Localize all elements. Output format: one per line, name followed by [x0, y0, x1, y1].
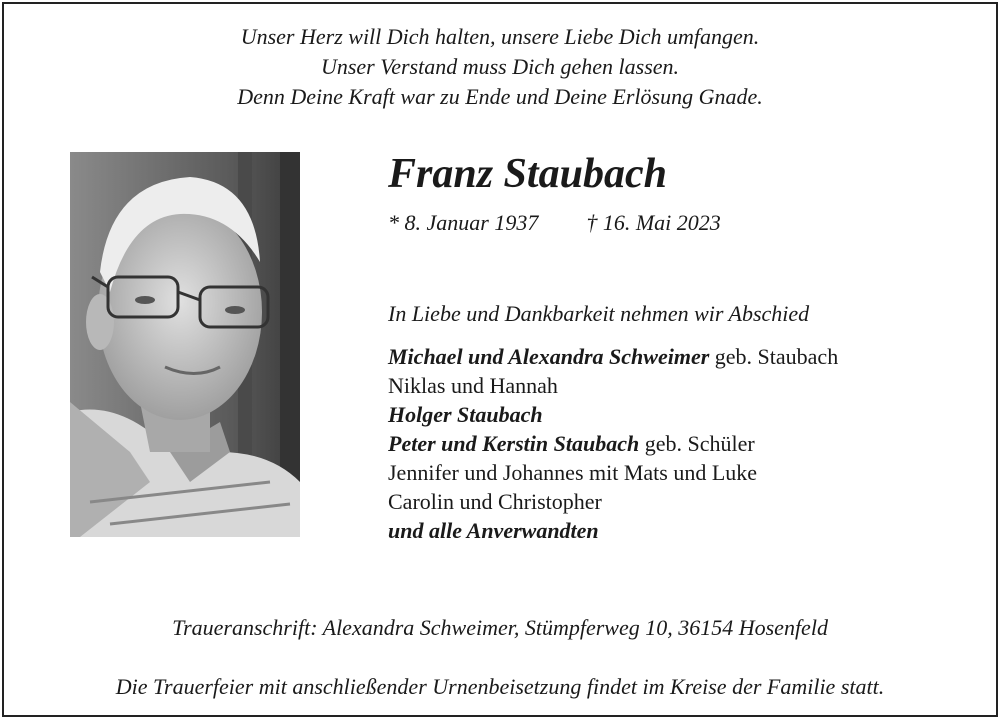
death-date: † 16. Mai 2023 [586, 210, 721, 235]
poem [0, 22, 1000, 112]
mourner-line [388, 400, 838, 429]
mourner-suffix: geb. Schüler [639, 431, 755, 456]
mourner-line [388, 371, 838, 400]
mourners-list [388, 342, 838, 545]
mourner-line [388, 342, 838, 371]
poem-line: Denn Deine Kraft war zu Ende und Deine Erlösung Gnade. [237, 84, 763, 109]
mourner-line [388, 516, 838, 545]
mourner-suffix: Niklas und Hannah [388, 373, 558, 398]
mourner-suffix: geb. Staubach [709, 344, 839, 369]
mourner-line [388, 458, 838, 487]
mourner-line [388, 487, 838, 516]
portrait-icon [70, 152, 300, 537]
mourner-suffix: Jennifer und Johannes mit Mats und Luke [388, 460, 758, 485]
ceremony-note: Die Trauerfeier mit anschließender Urnenbeisetzung findet im Kreise der Familie statt. [115, 674, 885, 699]
mourner-names: Michael und Alexandra Schweimer [388, 344, 710, 369]
deceased-name: Franz Staubach [388, 151, 667, 197]
mourner-names: Peter und Kerstin Staubach [388, 431, 640, 456]
birth-date: * 8. Januar 1937 [388, 210, 539, 235]
mourner-line [388, 429, 838, 458]
portrait-photo [70, 152, 300, 537]
life-dates [388, 210, 721, 236]
poem-line: Unser Verstand muss Dich gehen lassen. [320, 54, 680, 79]
mourning-address: Traueranschrift: Alexandra Schweimer, Stümpferweg 10, 36154 Hosenfeld [172, 615, 828, 640]
mourner-suffix: Carolin und Christopher [388, 489, 602, 514]
mourner-names: Holger Staubach [388, 402, 543, 427]
poem-line: Unser Herz will Dich halten, unsere Liebe Dich umfangen. [240, 24, 760, 49]
farewell-text: In Liebe und Dankbarkeit nehmen wir Abschied [388, 301, 810, 326]
mourner-names: und alle Anverwandten [388, 518, 599, 543]
